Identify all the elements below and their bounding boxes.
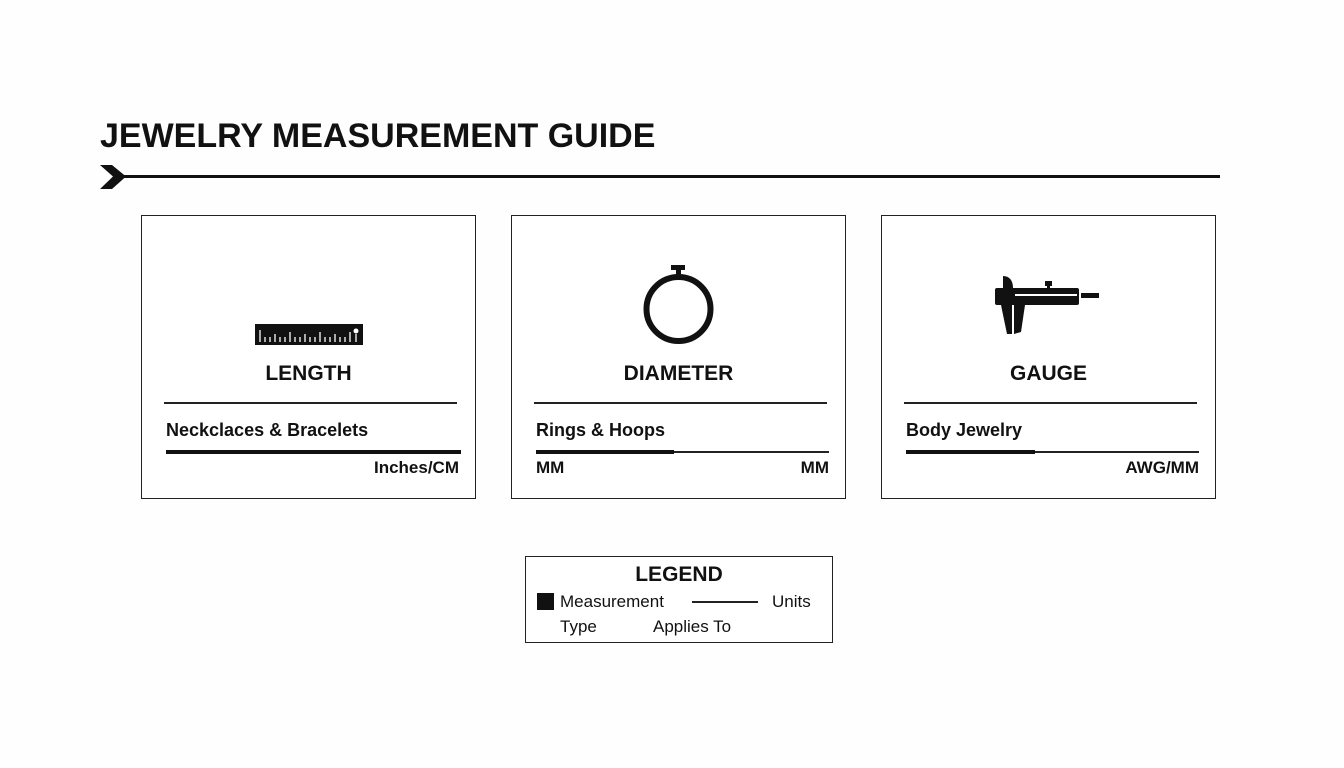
card-units: MM xyxy=(800,458,829,477)
divider-line xyxy=(116,175,1220,178)
card-separator xyxy=(164,402,457,404)
card-length xyxy=(141,215,476,499)
title-divider xyxy=(100,165,1220,190)
ruler-icon xyxy=(142,324,475,346)
card-bar-fill xyxy=(166,450,461,454)
legend-applies-label: Applies To xyxy=(653,617,732,636)
card-diameter xyxy=(511,215,846,499)
card-applies-to: Neckclaces & Bracelets xyxy=(166,420,369,440)
card-applies-to: Body Jewelry xyxy=(906,420,1023,440)
card-bar-fill xyxy=(906,450,1035,454)
card-label: LENGTH xyxy=(265,362,352,385)
card-bar-fill xyxy=(536,450,674,454)
card-separator xyxy=(904,402,1197,404)
legend-line-sample xyxy=(692,601,758,603)
legend-box xyxy=(525,556,833,643)
caliper-icon xyxy=(882,274,1215,336)
legend-units-label: Units xyxy=(772,592,811,611)
card-applies-to: Rings & Hoops xyxy=(536,420,665,440)
card-separator xyxy=(534,402,827,404)
card-units-left: MM xyxy=(536,458,565,477)
legend-type-label: Type xyxy=(560,617,597,636)
card-gauge xyxy=(881,215,1216,499)
card-label: GAUGE xyxy=(1009,362,1087,385)
legend-title: LEGEND xyxy=(635,563,723,586)
legend-swatch-icon xyxy=(537,593,554,610)
page-title: JEWELRY MEASUREMENT GUIDE xyxy=(100,117,656,155)
legend-measurement-label: Measurement xyxy=(560,592,664,611)
card-label: DIAMETER xyxy=(623,362,734,385)
card-units: AWG/MM xyxy=(1125,458,1199,477)
card-units: Inches/CM xyxy=(373,458,459,477)
ring-icon xyxy=(512,264,845,348)
